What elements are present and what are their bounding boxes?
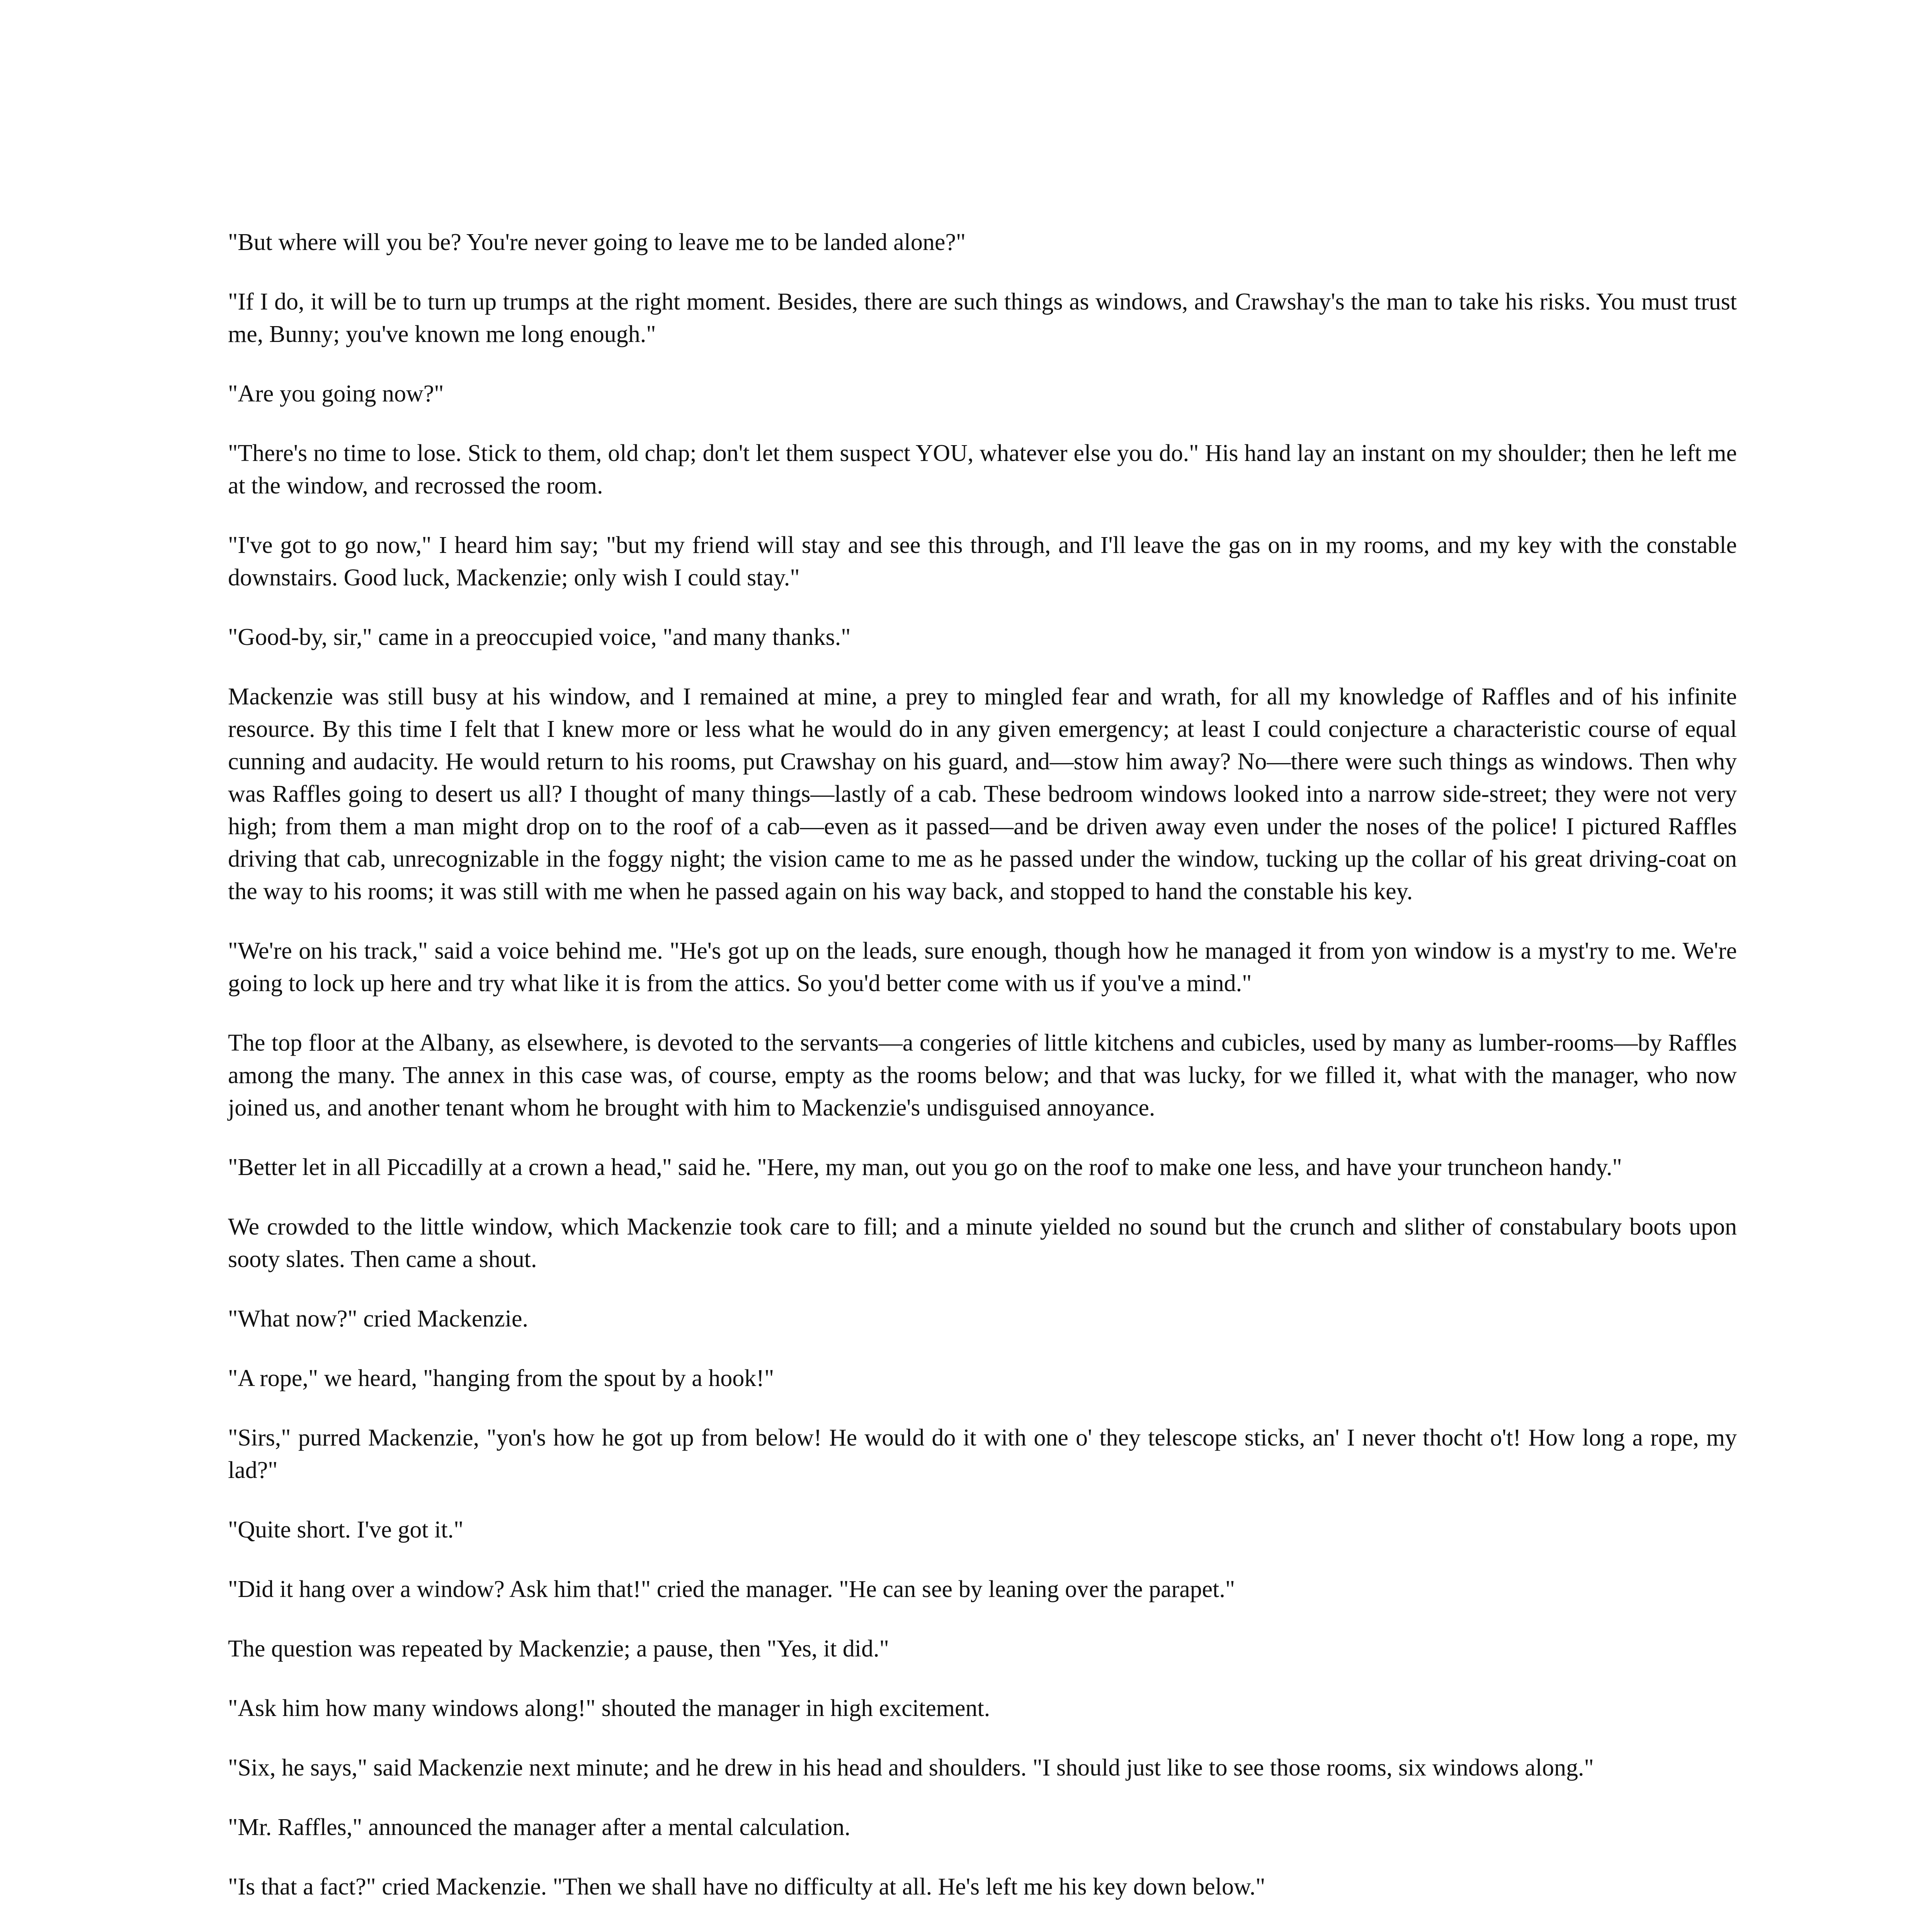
paragraph: "We're on his track," said a voice behind me. "He's got up on the leads, sure enough, though how he managed it from yon window is a myst'ry to me. We're going to lock up here and try what like it is from the attics. So you'd better come with us if you've a mind." — [228, 938, 1737, 997]
paragraph: "What now?" cried Mackenzie. — [228, 1306, 529, 1332]
paragraph: "Better let in all Piccadilly at a crown a head," said he. "Here, my man, out you go on the roof to make one less, and have your truncheon handy." — [228, 1154, 1622, 1180]
paragraph: "Is that a fact?" cried Mackenzie. "Then we shall have no difficulty at all. He's left me his key down below." — [228, 1874, 1265, 1900]
paragraph: Mackenzie was still busy at his window, and I remained at mine, a prey to mingled fear and wrath, for all my knowledge of Raffles and of his infinite resource. By this time I felt that I knew more or less what he would do in any given emergency; at least I could conjecture a characteristic course of equal cunning and audacity. He would return to his rooms, put Crawshay on his guard, and—stow him away? No—there were such things as windows. Then why was Raffles going to desert us all? I thought of many things—lastly of a cab. These bedroom windows looked into a narrow side-street; they were not very high; from them a man might drop on to the roof of a cab—even as it passed—and be driven away even under the noses of the police! I pictured Raffles driving that cab, unrecognizable in the foggy night; the vision came to me as he passed under the window, tucking up the collar of his great driving-coat on the way to his rooms; it was still with me when he passed again on his way back, and stopped to hand the constable his key. — [228, 684, 1737, 905]
paragraph: The top floor at the Albany, as elsewhere, is devoted to the servants—a congeries of little kitchens and cubicles, used by many as lumber-rooms—by Raffles among the many. The annex in this case was, of course, empty as the rooms below; and that was lucky, for we filled it, what with the manager, who now joined us, and another tenant whom he brought with him to Mackenzie's undisguised annoyance. — [228, 1030, 1737, 1121]
paragraph: We crowded to the little window, which Mackenzie took care to fill; and a minute yielded no sound but the crunch and slither of constabulary boots upon sooty slates. Then came a shout. — [228, 1214, 1737, 1272]
paragraph: "Ask him how many windows along!" shouted the manager in high excitement. — [228, 1695, 990, 1721]
paragraph: "There's no time to lose. Stick to them, old chap; don't let them suspect YOU, whatever else you do." His hand lay an instant on my shoulder; then he left me at the window, and recrossed the room. — [228, 440, 1737, 499]
paragraph: "But where will you be? You're never going to leave me to be landed alone?" — [228, 229, 966, 255]
paragraph — [228, 1930, 1737, 1932]
paragraph: "Six, he says," said Mackenzie next minute; and he drew in his head and shoulders. "I should just like to see those rooms, six windows along." — [228, 1755, 1594, 1781]
paragraph: The question was repeated by Mackenzie; a pause, then "Yes, it did." — [228, 1636, 889, 1662]
paragraph: "I've got to go now," I heard him say; "but my friend will stay and see this through, and I'll leave the gas on in my rooms, and my key with the constable downstairs. Good luck, Mackenzie; only wish I could stay." — [228, 532, 1737, 591]
paragraph: "Quite short. I've got it." — [228, 1517, 464, 1543]
paragraph: "Mr. Raffles," announced the manager after a mental calculation. — [228, 1814, 850, 1840]
paragraph: "Did it hang over a window? Ask him that!" cried the manager. "He can see by leaning over the parapet." — [228, 1576, 1235, 1602]
document-body — [228, 226, 1737, 1932]
paragraph: "Are you going now?" — [228, 381, 444, 407]
paragraph: "A rope," we heard, "hanging from the spout by a hook!" — [228, 1365, 774, 1391]
paragraph: "If I do, it will be to turn up trumps at the right moment. Besides, there are such things as windows, and Crawshay's the man to take his risks. You must trust me, Bunny; you've known me long enough." — [228, 289, 1737, 347]
paragraph: "Sirs," purred Mackenzie, "yon's how he got up from below! He would do it with one o' they telescope sticks, an' I never thocht o't! How long a rope, my lad?" — [228, 1425, 1737, 1483]
paragraph: "Good-by, sir," came in a preoccupied voice, "and many thanks." — [228, 624, 851, 650]
